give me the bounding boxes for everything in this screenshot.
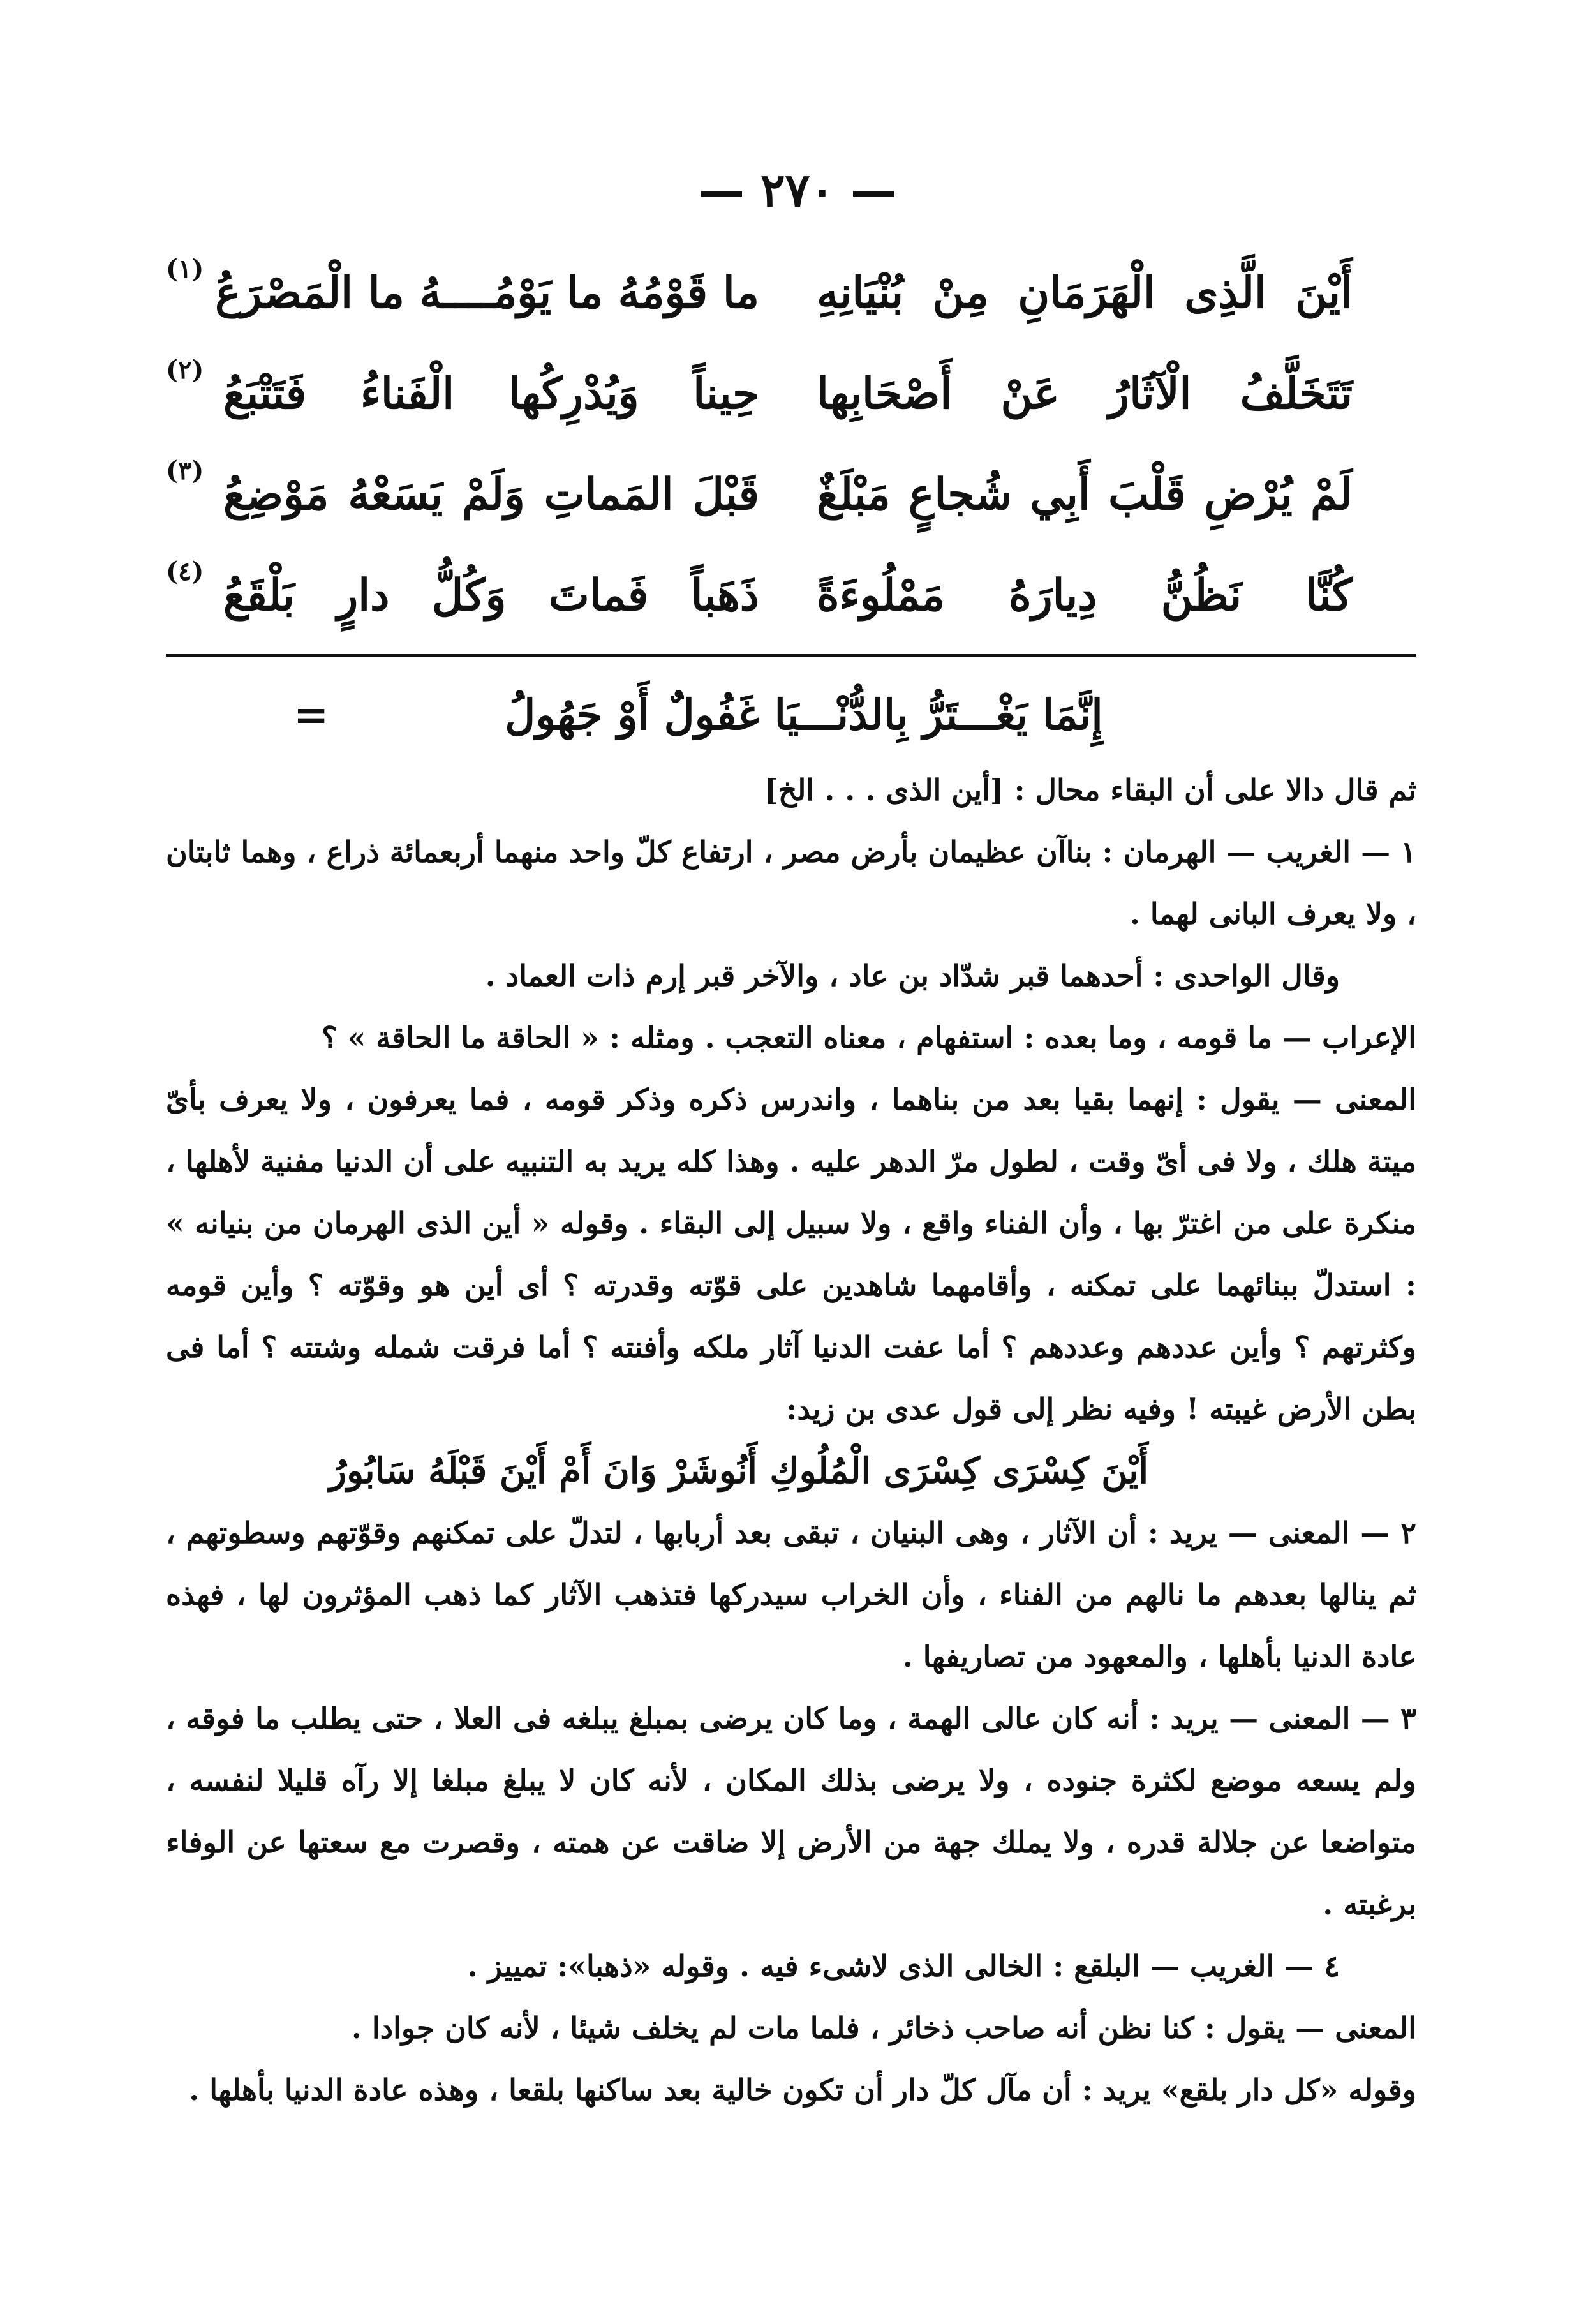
poem-verse [166,242,1353,343]
verse-first-hemistich: لَمْ يُرْضِ قَلْبَ أَبِي شُجاعٍ مَبْلَغٌ [817,469,1353,520]
note-1-quoted-verse: أَيْنَ كِسْرَى كِسْرَى الْمُلُوكِ أَنُوشَرْ وَانَ أَمْ أَيْنَ قَبْلَهُ سَابُورُ [329,1450,1148,1492]
footnote-marker: (١) [166,254,204,284]
note-4-gharib: ٤ — الغريب — البلقع : الخالى الذى لاشىء فيه . وقوله «ذهبا»: تمييز . [467,1949,1340,1983]
note-4-qawluh: وقوله «كل دار بلقع» يريد : أن مآل كلّ دار أن تكون خالية بعد ساكنها بلقعا ، وهذه عادة الدنيا بأهلها . [189,2073,1416,2107]
poem-verse [166,444,1353,545]
verse-first-hemistich: كُنَّا نَظُنُّ دِيارَهُ مَمْلُوءَةً [817,570,1353,621]
commentary-block [166,759,1416,2121]
poem-verse [166,343,1353,444]
continuation-marker: = [293,690,329,740]
note-2-maana: ٢ — المعنى — يريد : أن الآثار ، وهى البنيان ، تبقى بعد أربابها ، لتدلّ على تمكنهم وقوّتهم وسطوتهم ، ثم ينالها بعدهم ما نالهم من الفناء ، وأن الخراب سيدركها فتذهب الآثار كما ذهب المؤثرون لها ، فهذه عادة الدنيا بأهلها ، والمعهود من تصاريفها . [166,1516,1416,1674]
note-4-maana: المعنى — يقول : كنا نظن أنه صاحب ذخائر ، فلما مات لم يخلف شيئا ، لأنه كان جوادا . [351,2011,1416,2045]
note-1-gharib: ١ — الغريب — الهرمان : بناآن عظيمان بأرض مصر ، ارتفاع كلّ واحد منهما أربعمائة ذراع ، وهما ثابتان ، ولا يعرف البانى لهما . [166,835,1416,931]
verse-second-hemistich: حِيناً وَيُدْرِكُها الْفَناءُ فَتَتْبَعُ [223,368,759,419]
verse-second-hemistich: ما قَوْمُهُ ما يَوْمُــــهُ ما الْمَصْرَعُ [215,267,759,318]
page-number: — ٢٧٠ — [698,163,897,217]
divider-rule [166,654,1416,657]
continued-verse-text: إِنَّمَا يَغْـــتَرُّ بِالدُّنْـــيَا غَفُولٌ أَوْ جَهُولُ [505,690,1103,740]
poem-block [166,242,1353,646]
commentary-intro: ثم قال دالا على أن البقاء محال : [أين الذى . . . الخ] [764,773,1416,807]
verse-first-hemistich: أَيْنَ الَّذِى الْهَرَمَانِ مِنْ بُنْيَانِهِ [817,267,1353,318]
note-3-maana: ٣ — المعنى — يريد : أنه كان عالى الهمة ، وما كان يرضى بمبلغ يبلغه فى العلا ، حتى يطلب ما فوقه ، ولم يسعه موضع لكثرة جنوده ، ولا يرضى بذلك المكان ، لأنه كان لا يبلغ مبلغا إلا رآه قليلا لنفسه ، متواضعا عن جلالة قدره ، ولا يملك جهة من الأرض إلا ضاقت عن همته ، وقصرت مع سعتها عن الوفاء برغبته . [166,1701,1416,1921]
note-1-irab: الإعراب — ما قومه ، وما بعده : استفهام ، معناه التعجب . ومثله : « الحاقة ما الحاقة » ؟ [322,1020,1416,1055]
verse-second-hemistich: ذَهَباً فَماتَ وَكُلُّ دارٍ بَلْقَعُ [223,570,759,621]
footnote-marker: (٣) [166,456,204,486]
poem-verse [166,545,1353,646]
verse-first-hemistich: تَتَخَلَّفُ الْآثَارُ عَنْ أَصْحَابِها [817,368,1353,419]
footnote-marker: (٤) [166,556,204,586]
note-1-wahidi: وقال الواحدى : أحدهما قبر شدّاد بن عاد ، والآخر قبر إرم ذات العماد . [485,958,1340,993]
note-1-maana: المعنى — يقول : إنهما بقيا بعد من بناهما ، واندرس ذكره وذكر قومه ، فما يعرفون ، ولا يعرف بأىّ ميتة هلك ، ولا فى أىّ وقت ، لطول مرّ الدهر عليه . وهذا كله يريد به التنبيه على أن الدنيا مفنية لأهلها ، منكرة على من اغترّ بها ، وأن الفناء واقع ، ولا سبيل إلى البقاء . وقوله « أين الذى الهرمان من بنيانه » : استدلّ ببنائهما على تمكنه ، وأقامهما شاهدين على قوّته وقدرته ؟ أى أين هو وقوّته ؟ وأين قومه وكثرتهم ؟ وأين عددهم وعددهم ؟ أما عفت الدنيا آثار ملكه وأفنته ؟ أما فرقت شمله وشتته ؟ أما فى بطن الأرض غيبته ! وفيه نظر إلى قول عدى بن زيد: [166,1082,1417,1426]
verse-second-hemistich: قَبْلَ المَماتِ وَلَمْ يَسَعْهُ مَوْضِعُ [223,469,759,520]
footnote-marker: (٢) [166,355,204,385]
continued-footnote-verse [166,676,1416,753]
